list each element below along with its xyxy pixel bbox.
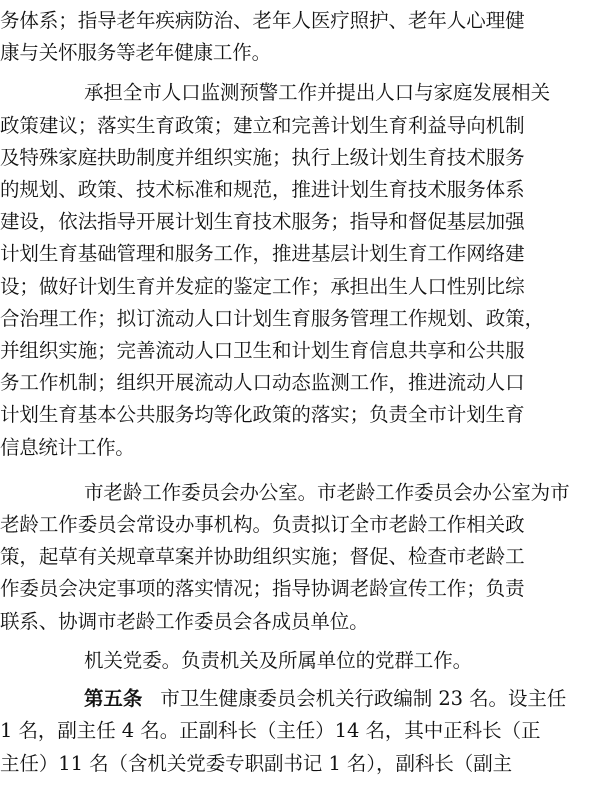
text-line: 策，起草有关规章草案并协助组织实施；督促、检查市老龄工 <box>0 545 525 568</box>
text-line: 计划生育基本公共服务均等化政策的落实；负责全市计划生育 <box>0 403 525 426</box>
text-line: 务体系；指导老年疾病防治、老年人医疗照护、老年人心理健 <box>0 9 525 32</box>
text-line: 机关党委。负责机关及所属单位的党群工作。 <box>84 649 473 672</box>
text-line: 联系、协调市老龄工作委员会各成员单位。 <box>0 610 369 633</box>
text-line: 务工作机制；组织开展流动人口动态监测工作，推进流动人口 <box>0 371 525 394</box>
text-line: 市老龄工作委员会办公室。市老龄工作委员会办公室为市 <box>84 481 570 504</box>
text-line: 康与关怀服务等老年健康工作。 <box>0 41 272 64</box>
text-line: 主任）11 名（含机关党委专职副书记 1 名），副科长（副主 <box>0 752 513 775</box>
text-line: 合治理工作；拟订流动人口计划生育服务管理工作规划、政策， <box>0 307 545 330</box>
text-line: 建设，依法指导开展计划生育技术服务；指导和督促基层加强 <box>0 210 525 233</box>
article-5-line <box>84 683 591 714</box>
text-line: 作委员会决定事项的落实情况；指导协调老龄宣传工作；负责 <box>0 577 525 600</box>
text-line: 1 名，副主任 4 名。正副科长（主任）14 名，其中正科长（正 <box>0 719 541 742</box>
text-line: 承担全市人口监测预警工作并提出人口与家庭发展相关 <box>84 81 551 104</box>
text-line: 并组织实施；完善流动人口卫生和计划生育信息共享和公共服 <box>0 339 525 362</box>
text-line: 设；做好计划生育并发症的鉴定工作；承担出生人口性别比综 <box>0 275 525 298</box>
text-line: 计划生育基础管理和服务工作，推进基层计划生育工作网络建 <box>0 242 525 265</box>
text-line: 及特殊家庭扶助制度并组织实施；执行上级计划生育技术服务 <box>0 146 525 169</box>
text-line: 政策建议；落实生育政策；建立和完善计划生育利益导向机制 <box>0 114 525 137</box>
text-line: 老龄工作委员会常设办事机构。负责拟订全市老龄工作相关政 <box>0 513 525 536</box>
text-line: 的规划、政策、技术标准和规范，推进计划生育技术服务体系 <box>0 178 525 201</box>
text-line: 信息统计工作。 <box>0 436 135 459</box>
article-text: 市卫生健康委员会机关行政编制 23 名。设主任 <box>160 687 567 710</box>
article-label: 第五条 <box>84 687 143 710</box>
